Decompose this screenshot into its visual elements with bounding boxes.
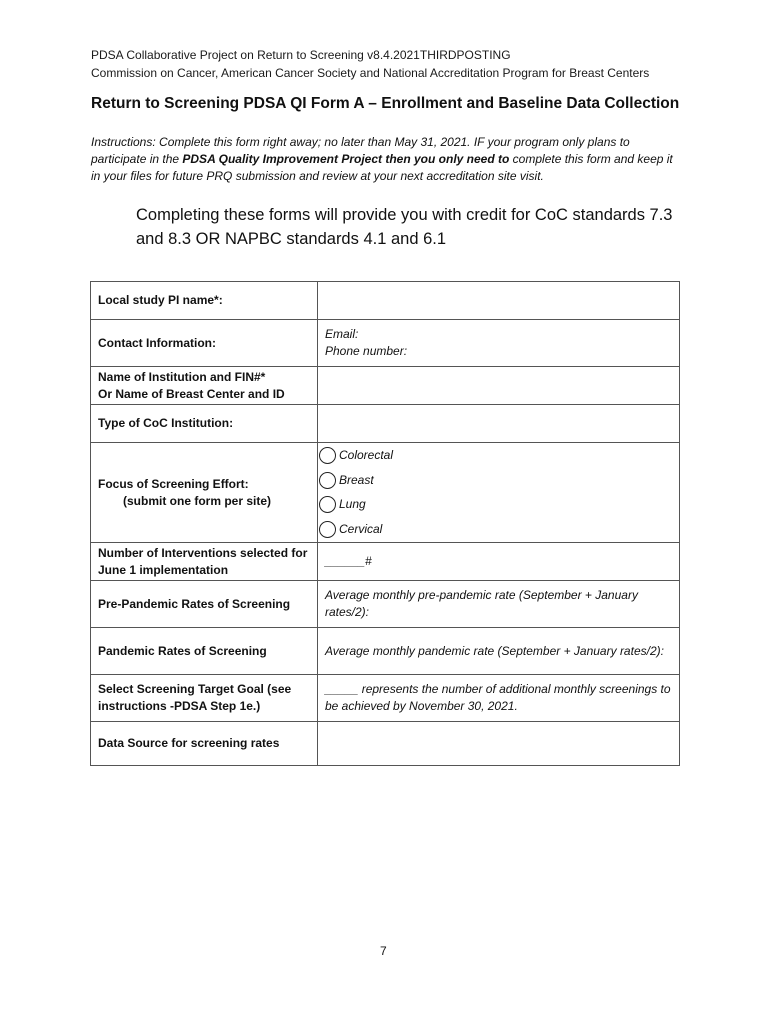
focus-option-breast[interactable] <box>319 468 672 493</box>
focus-options <box>318 443 680 543</box>
institution-label-line-2: Or Name of Breast Center and ID <box>98 386 285 401</box>
pandemic-field[interactable]: Average monthly pandemic rate (September + January rates/2): <box>318 628 680 675</box>
focus-label-line-1: Focus of Screening Effort: <box>98 476 249 491</box>
radio-button-icon[interactable] <box>319 472 336 489</box>
table-row <box>91 675 680 722</box>
page-number: 7 <box>380 944 387 958</box>
radio-button-icon[interactable] <box>319 521 336 538</box>
table-row <box>91 405 680 443</box>
contact-email-label: Email: <box>325 327 359 341</box>
prepandemic-field[interactable]: Average monthly pre-pandemic rate (September + January rates/2): <box>318 581 680 628</box>
instructions-part-1: Instructions: Complete this form right away; no later than May 31, 2021. IF your program only plans to participate in the <box>91 135 630 166</box>
instructions-part-2: complete this form and keep it in your files for future PRQ submission and review at your next accreditation site visit. <box>91 152 673 183</box>
focus-label-line-2: (submit one form per site) <box>123 493 272 508</box>
table-row <box>91 628 680 675</box>
target-goal-field[interactable]: _____ represents the number of additional monthly screenings to be achieved by November 30, 2021. <box>318 675 680 722</box>
data-source-label: Data Source for screening rates <box>91 722 318 766</box>
institution-label-line-1: Name of Institution and FIN#* <box>98 369 266 384</box>
radio-button-icon[interactable] <box>319 496 336 513</box>
focus-option-lung[interactable] <box>319 493 672 518</box>
institution-type-field[interactable] <box>318 405 680 443</box>
institution-label <box>91 367 318 405</box>
institution-type-label: Type of CoC Institution: <box>91 405 318 443</box>
instructions-bold: PDSA Quality Improvement Project then you only need to <box>182 152 510 166</box>
option-label: Colorectal <box>339 448 394 463</box>
pi-name-field[interactable] <box>318 282 680 320</box>
table-row <box>91 581 680 628</box>
pandemic-label: Pandemic Rates of Screening <box>91 628 318 675</box>
focus-label <box>91 443 318 543</box>
table-row <box>91 282 680 320</box>
target-goal-label: Select Screening Target Goal (see instructions -PDSA Step 1e.) <box>91 675 318 722</box>
credit-note: Completing these forms will provide you with credit for CoC standards 7.3 and 8.3 OR NAPBC standards 4.1 and 6.1 <box>136 206 673 248</box>
prepandemic-label: Pre-Pandemic Rates of Screening <box>91 581 318 628</box>
option-label: Cervical <box>339 521 383 536</box>
radio-button-icon[interactable] <box>319 447 336 464</box>
option-label: Lung <box>339 497 366 512</box>
enrollment-form-table <box>90 281 680 766</box>
option-label: Breast <box>339 472 374 487</box>
instructions <box>91 134 681 185</box>
header-line-2: Commission on Cancer, American Cancer Society and National Accreditation Program for Breast Centers <box>91 66 650 80</box>
interventions-label: Number of Interventions selected for June 1 implementation <box>91 543 318 581</box>
table-row <box>91 320 680 367</box>
table-row <box>91 543 680 581</box>
institution-field[interactable] <box>318 367 680 405</box>
table-row <box>91 443 680 543</box>
contact-label: Contact Information: <box>91 320 318 367</box>
focus-option-colorectal[interactable] <box>319 444 672 469</box>
focus-option-cervical[interactable] <box>319 517 672 542</box>
contact-phone-label: Phone number: <box>325 344 408 358</box>
header-line-1: PDSA Collaborative Project on Return to Screening v8.4.2021THIRDPOSTING <box>91 48 511 62</box>
page-title: Return to Screening PDSA QI Form A – Enrollment and Baseline Data Collection <box>91 95 680 112</box>
table-row <box>91 367 680 405</box>
pi-name-label: Local study PI name*: <box>91 282 318 320</box>
interventions-field[interactable]: ______# <box>318 543 680 581</box>
data-source-field[interactable] <box>318 722 680 766</box>
contact-field[interactable] <box>318 320 680 367</box>
table-row <box>91 722 680 766</box>
